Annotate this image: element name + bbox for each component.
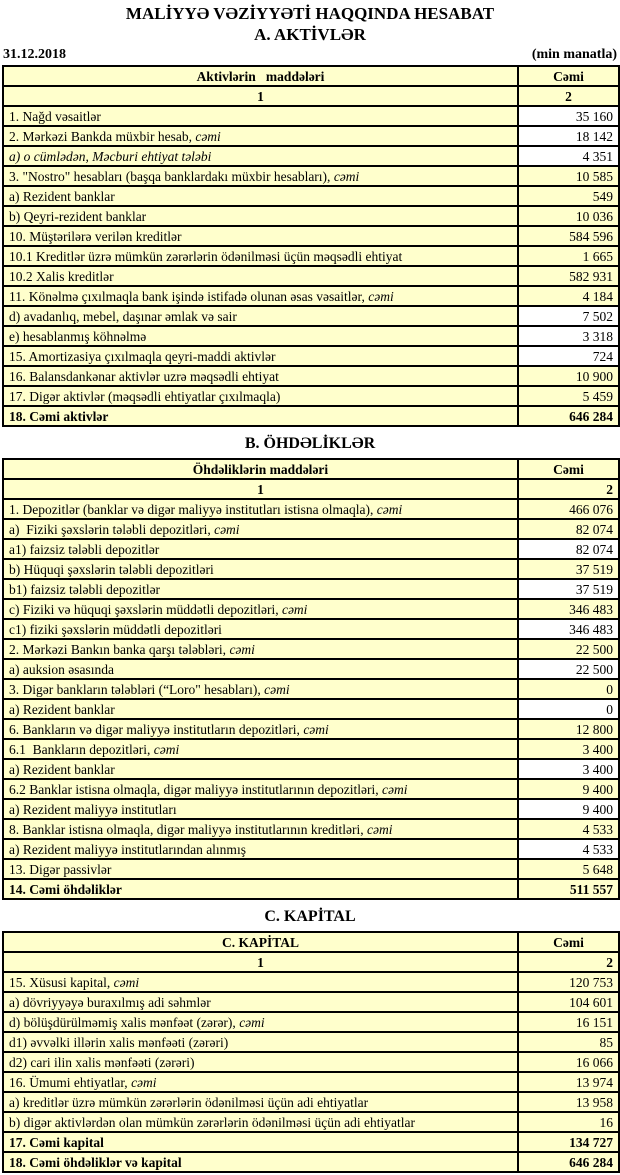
row-label: a) kreditlər üzrə mümkün zərərlərin ödənilməsi üçün adi ehtiyatlar xyxy=(3,1092,518,1112)
assets-table xyxy=(2,65,620,427)
row-label: 16. Ümumi ehtiyatlar, cəmi xyxy=(3,1072,518,1092)
table-row xyxy=(3,226,619,246)
row-value: 4 533 xyxy=(518,839,619,859)
row-label: b) Hüquqi şəxslərin tələbli depozitləri xyxy=(3,559,518,579)
row-value: 10 900 xyxy=(518,366,619,386)
row-label: c1) fiziki şəxslərin müddətli depozitləri xyxy=(3,619,518,639)
row-label-italic-suffix: cəmi xyxy=(150,741,180,757)
table-row xyxy=(3,1032,619,1052)
table-row xyxy=(3,619,619,639)
row-value: 104 601 xyxy=(518,992,619,1012)
row-label: 1. Nağd vəsaitlər xyxy=(3,106,518,126)
row-label-italic-suffix: cəmi xyxy=(378,781,408,797)
table-row xyxy=(3,1072,619,1092)
table-row xyxy=(3,719,619,739)
table-row xyxy=(3,186,619,206)
row-value: 10 585 xyxy=(518,166,619,186)
row-label: 15. Xüsusi kapital, cəmi xyxy=(3,972,518,992)
row-value: 582 931 xyxy=(518,266,619,286)
row-value: 646 284 xyxy=(518,1152,619,1172)
row-label: 17. Cəmi kapital xyxy=(3,1132,518,1152)
section-heading-capital: C. KAPİTAL xyxy=(264,908,356,925)
header-row xyxy=(3,932,619,952)
row-value: 549 xyxy=(518,186,619,206)
table-row xyxy=(3,679,619,699)
row-value: 82 074 xyxy=(518,519,619,539)
row-label: a) Rezident maliyyə institutları xyxy=(3,799,518,819)
row-label: a) Rezident banklar xyxy=(3,186,518,206)
row-label-italic-suffix: cəmi xyxy=(364,288,394,304)
row-label-italic-suffix: cəmi xyxy=(210,521,240,537)
column-number-2: 2 xyxy=(518,952,619,972)
table-row xyxy=(3,779,619,799)
row-label: 10.2 Xalis kreditlər xyxy=(3,266,518,286)
row-label: 1. Depozitlər (banklar və digər maliyyə institutları istisna olmaqla), cəmi xyxy=(3,499,518,519)
section-heading-assets: A. AKTİVLƏR xyxy=(254,25,366,44)
row-value: 18 142 xyxy=(518,126,619,146)
table-row xyxy=(3,1012,619,1032)
row-value: 466 076 xyxy=(518,499,619,519)
table-row xyxy=(3,519,619,539)
row-label: a) o cümlədən, Məcburi ehtiyat tələbi xyxy=(3,146,518,166)
row-label: 6.2 Banklar istisna olmaqla, digər maliyyə institutlarının depozitləri, cəmi xyxy=(3,779,518,799)
row-value: 37 519 xyxy=(518,579,619,599)
row-value: 346 483 xyxy=(518,599,619,619)
row-value: 9 400 xyxy=(518,779,619,799)
table-row xyxy=(3,839,619,859)
row-value: 37 519 xyxy=(518,559,619,579)
liabilities-table xyxy=(2,458,620,900)
table-row xyxy=(3,819,619,839)
row-label: 3. "Nostro" hesabları (başqa banklardakı müxbir hesabları), cəmi xyxy=(3,166,518,186)
row-value: 1 665 xyxy=(518,246,619,266)
row-label: 2. Mərkəzi Bankın banka qarşı tələbləri, cəmi xyxy=(3,639,518,659)
table-row xyxy=(3,992,619,1012)
row-value: 85 xyxy=(518,1032,619,1052)
table-row xyxy=(3,579,619,599)
row-value: 35 160 xyxy=(518,106,619,126)
row-label-italic-suffix: cəmi xyxy=(226,641,255,657)
table-row xyxy=(3,246,619,266)
row-label: b) digər aktivlərdən olan mümkün zərərlərin ödənilməsi üçün adi ehtiyatlar xyxy=(3,1112,518,1132)
table-row xyxy=(3,1152,619,1172)
row-label-italic-suffix: cəmi xyxy=(363,821,393,837)
table-row xyxy=(3,759,619,779)
row-label: 15. Amortizasiya çıxılmaqla qeyri-maddi aktivlər xyxy=(3,346,518,366)
row-value: 646 284 xyxy=(518,406,619,426)
row-label: c) Fiziki və hüquqi şəxslərin müddətli depozitləri, cəmi xyxy=(3,599,518,619)
section-heading-liabilities: B. ÖHDƏLİKLƏR xyxy=(244,435,376,452)
row-value: 7 502 xyxy=(518,306,619,326)
row-value: 5 459 xyxy=(518,386,619,406)
table-row xyxy=(3,106,619,126)
row-label: a) Rezident banklar xyxy=(3,759,518,779)
table-row xyxy=(3,386,619,406)
row-label: 11. Könəlmə çıxılmaqla bank işində istifadə olunan əsas vəsaitlər, cəmi xyxy=(3,286,518,306)
table-row xyxy=(3,306,619,326)
row-label: 6.1 Bankların depozitləri, cəmi xyxy=(3,739,518,759)
row-value: 13 974 xyxy=(518,1072,619,1092)
row-value: 13 958 xyxy=(518,1092,619,1112)
capital-table xyxy=(2,931,620,1173)
row-label-italic-suffix: cəmi xyxy=(235,1014,265,1030)
table-row xyxy=(3,366,619,386)
table-row xyxy=(3,146,619,166)
row-value: 5 648 xyxy=(518,859,619,879)
table-row xyxy=(3,406,619,426)
meta-row xyxy=(2,46,618,63)
row-value: 3 400 xyxy=(518,739,619,759)
table-row xyxy=(3,859,619,879)
row-value: 724 xyxy=(518,346,619,366)
row-label: 13. Digər passivlər xyxy=(3,859,518,879)
table-row xyxy=(3,972,619,992)
row-value: 82 074 xyxy=(518,539,619,559)
table-row xyxy=(3,326,619,346)
row-label: a) Fiziki şəxslərin tələbli depozitləri, cəmi xyxy=(3,519,518,539)
table-row xyxy=(3,739,619,759)
subheader-row xyxy=(3,479,619,499)
row-label-italic-suffix: cəmi xyxy=(260,681,290,697)
column-header-total: Cəmi xyxy=(518,459,619,479)
table-row xyxy=(3,346,619,366)
row-value: 16 151 xyxy=(518,1012,619,1032)
row-value: 134 727 xyxy=(518,1132,619,1152)
row-label: 10. Müştərilərə verilən kreditlər xyxy=(3,226,518,246)
row-label: 14. Cəmi öhdəliklər xyxy=(3,879,518,899)
row-value: 346 483 xyxy=(518,619,619,639)
row-label: 6. Bankların və digər maliyyə institutların depozitləri, cəmi xyxy=(3,719,518,739)
header-row xyxy=(3,459,619,479)
subheader-row xyxy=(3,86,619,106)
table-row xyxy=(3,699,619,719)
column-number-2: 2 xyxy=(518,86,619,106)
row-label-italic-suffix: cəmi xyxy=(278,601,308,617)
row-label: 8. Banklar istisna olmaqla, digər maliyyə institutlarının kreditləri, cəmi xyxy=(3,819,518,839)
report-title: MALİYYƏ VƏZİYYƏTİ HAQQINDA HESABAT xyxy=(125,4,495,23)
row-label: 18. Cəmi aktivlər xyxy=(3,406,518,426)
table-row xyxy=(3,166,619,186)
column-header-items: Aktivlərin maddələri xyxy=(3,66,518,86)
row-value: 9 400 xyxy=(518,799,619,819)
header-row xyxy=(3,66,619,86)
report-date: 31.12.2018 xyxy=(3,47,66,62)
row-label: b1) faizsiz tələbli depozitlər xyxy=(3,579,518,599)
table-row xyxy=(3,499,619,519)
table-row xyxy=(3,1052,619,1072)
table-row xyxy=(3,539,619,559)
row-label: d2) cari ilin xalis mənfəəti (zərəri) xyxy=(3,1052,518,1072)
row-value: 4 184 xyxy=(518,286,619,306)
row-label: 2. Mərkəzi Bankda müxbir hesab, cəmi xyxy=(3,126,518,146)
row-label: d) avadanlıq, mebel, daşınar əmlak və sair xyxy=(3,306,518,326)
row-value: 4 351 xyxy=(518,146,619,166)
table-row xyxy=(3,799,619,819)
table-row xyxy=(3,1092,619,1112)
row-label-italic-suffix: cəmi xyxy=(110,974,140,990)
row-label: b) Qeyri-rezident banklar xyxy=(3,206,518,226)
row-label: a1) faizsiz tələbli depozitlər xyxy=(3,539,518,559)
table-row xyxy=(3,599,619,619)
row-label: 17. Digər aktivlər (məqsədli ehtiyatlar çıxılmaqla) xyxy=(3,386,518,406)
column-header-total: Cəmi xyxy=(518,932,619,952)
row-label-italic-suffix: cəmi xyxy=(299,721,329,737)
unit-note: (min manatla) xyxy=(531,47,617,62)
column-number-1: 1 xyxy=(3,86,518,106)
row-value: 16 066 xyxy=(518,1052,619,1072)
row-label: a) auksion əsasında xyxy=(3,659,518,679)
row-value: 12 800 xyxy=(518,719,619,739)
column-header-total: Cəmi xyxy=(518,66,619,86)
row-label: d1) əvvəlki illərin xalis mənfəəti (zərəri) xyxy=(3,1032,518,1052)
row-value: 22 500 xyxy=(518,639,619,659)
row-value: 16 xyxy=(518,1112,619,1132)
table-row xyxy=(3,126,619,146)
row-label-italic-suffix: cəmi xyxy=(191,128,221,144)
table-row xyxy=(3,206,619,226)
row-value: 511 557 xyxy=(518,879,619,899)
row-value: 22 500 xyxy=(518,659,619,679)
row-label-italic-suffix: cəmi xyxy=(373,501,403,517)
row-value: 120 753 xyxy=(518,972,619,992)
row-value: 3 400 xyxy=(518,759,619,779)
row-label: 3. Digər bankların tələbləri (“Loro" hesabları), cəmi xyxy=(3,679,518,699)
table-row xyxy=(3,286,619,306)
row-label: e) hesablanmış köhnəlmə xyxy=(3,326,518,346)
row-label: 16. Balansdankənar aktivlər uzrə məqsədli ehtiyat xyxy=(3,366,518,386)
table-row xyxy=(3,1132,619,1152)
row-value: 584 596 xyxy=(518,226,619,246)
table-row xyxy=(3,1112,619,1132)
row-label: a) Rezident banklar xyxy=(3,699,518,719)
row-label: a) Rezident maliyyə institutlarından alınmış xyxy=(3,839,518,859)
table-row xyxy=(3,879,619,899)
column-header-items: Öhdəliklərin maddələri xyxy=(3,459,518,479)
row-value: 0 xyxy=(518,679,619,699)
row-value: 3 318 xyxy=(518,326,619,346)
row-label: a) dövriyyəyə buraxılmış adi səhmlər xyxy=(3,992,518,1012)
table-row xyxy=(3,266,619,286)
subheader-row xyxy=(3,952,619,972)
table-row xyxy=(3,559,619,579)
row-value: 10 036 xyxy=(518,206,619,226)
column-number-2: 2 xyxy=(518,479,619,499)
row-value: 0 xyxy=(518,699,619,719)
row-label: 10.1 Kreditlər üzrə mümkün zərərlərin ödənilməsi üçün məqsədli ehtiyat xyxy=(3,246,518,266)
column-header-items: C. KAPİTAL xyxy=(3,932,518,952)
row-value: 4 533 xyxy=(518,819,619,839)
column-number-1: 1 xyxy=(3,479,518,499)
row-label: d) bölüşdürülməmiş xalis mənfəət (zərər), cəmi xyxy=(3,1012,518,1032)
row-label-italic-suffix: cəmi xyxy=(127,1074,157,1090)
row-label: 18. Cəmi öhdəliklər və kapital xyxy=(3,1152,518,1172)
row-label-italic-suffix: cəmi xyxy=(330,168,360,184)
column-number-1: 1 xyxy=(3,952,518,972)
table-row xyxy=(3,639,619,659)
table-row xyxy=(3,659,619,679)
